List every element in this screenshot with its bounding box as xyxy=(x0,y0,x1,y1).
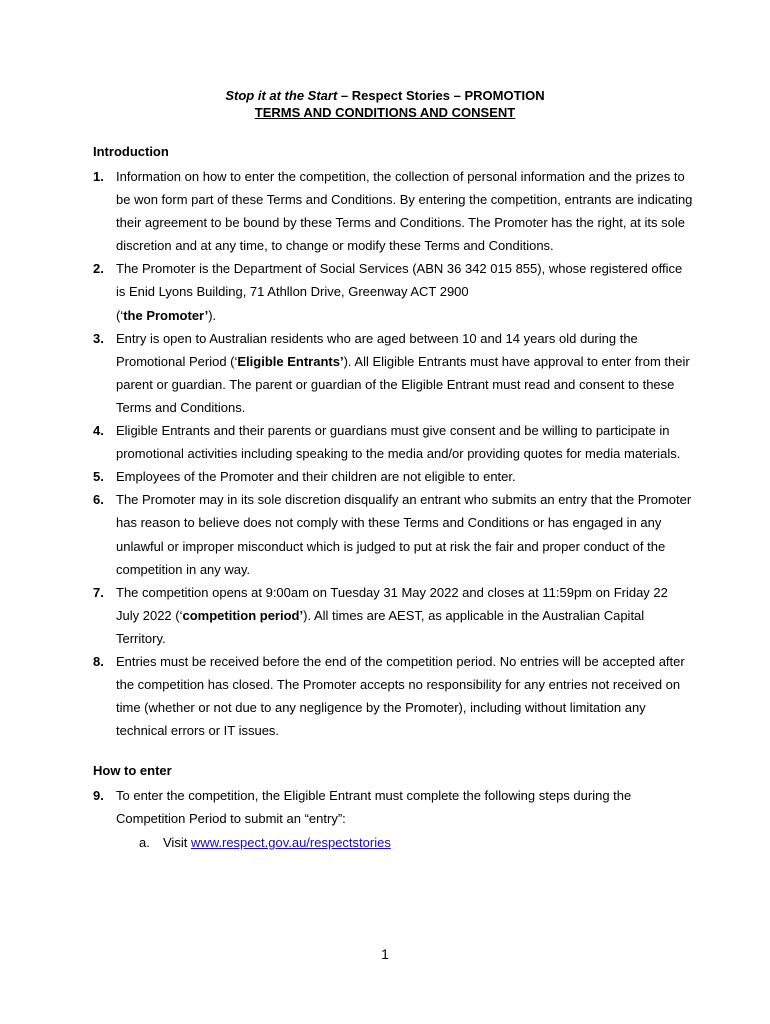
section-spacer xyxy=(93,742,693,761)
clause-number: 7. xyxy=(93,584,104,600)
document-body xyxy=(93,142,693,854)
clause-number: 3. xyxy=(93,330,104,346)
clause-number: 1. xyxy=(93,169,104,184)
title-promotion: – Respect Stories – PROMOTION xyxy=(337,88,545,103)
clause-text: Employees of the Promoter and their children are not eligible to enter. xyxy=(116,469,516,485)
clause-number: 9. xyxy=(93,788,104,804)
clause-text-end: ). All Eligible Entrants must have approval to enter from their parent or guardian. The parent or guardian of the Eligible Entrant must read and consent to these Terms and Conditions. xyxy=(116,353,690,415)
clause-number: 6. xyxy=(93,492,104,508)
clause-6 xyxy=(93,488,693,580)
clause-5 xyxy=(93,465,693,488)
title-line-2: TERMS AND CONDITIONS AND CONSENT xyxy=(254,105,516,120)
clause-text: The Promoter may in its sole discretion disqualify an entrant who submits an entry that the Promoter has reason to believe does not comply with these Terms and Conditions or has engaged in any unlawful or improper misconduct which is judged to put at risk the fair and proper conduct of the competition in any way. xyxy=(116,492,692,577)
defined-term-promoter: the Promoter’ xyxy=(123,307,209,323)
clause-9 xyxy=(93,784,693,830)
sub-clause-text: Visit xyxy=(163,834,191,850)
clause-text-end: ). xyxy=(208,307,217,323)
clause-8 xyxy=(93,650,693,742)
clause-text: To enter the competition, the Eligible Entrant must complete the following steps during the Competition Period to submit an “entry”: xyxy=(116,788,632,827)
clause-text-open: (‘ xyxy=(116,307,124,323)
clause-text: Entry is open to Australian residents who are aged between 10 and 14 years old during the Promotional Period (‘ xyxy=(116,330,638,369)
section-heading-how-to-enter: How to enter xyxy=(93,763,172,779)
sub-clause-letter: a. xyxy=(139,834,150,850)
clause-number: 4. xyxy=(93,423,104,439)
clause-number: 8. xyxy=(93,653,104,669)
clause-text: The Promoter is the Department of Social Services (ABN 36 342 015 855), whose registered office is Enid Lyons Building, 71 Athllon Drive, Greenway ACT 2900 xyxy=(116,261,683,300)
clause-7 xyxy=(93,581,693,650)
defined-term-competition-period: competition period’ xyxy=(182,607,304,623)
clause-number: 2. xyxy=(93,261,104,277)
clause-1 xyxy=(93,165,693,257)
clause-text-end: ). All times are AEST, as applicable in the Australian Capital Territory. xyxy=(116,607,645,646)
document-title xyxy=(0,87,770,121)
section-heading-introduction: Introduction xyxy=(93,144,169,159)
clause-4 xyxy=(93,419,693,465)
clause-text: Information on how to enter the competition, the collection of personal information and the prizes to be won form part of these Terms and Conditions. By entering the competition, entrants are indicating their agreement to be bound by these Terms and Conditions. The Promoter has the right, at its sole discretion and at any time, to change or modify these Terms and Conditions. xyxy=(116,169,693,254)
clause-text: Entries must be received before the end of the competition period. No entries will be accepted after the competition has closed. The Promoter accepts no responsibility for any entries not received on time (whether or not due to any negligence by the Promoter), including without limitation any technical errors or IT issues. xyxy=(116,653,685,739)
defined-term-eligible-entrants: Eligible Entrants’ xyxy=(237,353,344,369)
clause-number: 5. xyxy=(93,469,104,485)
sub-clause-a xyxy=(93,831,693,854)
title-campaign-name: Stop it at the Start xyxy=(225,88,338,103)
title-line-1 xyxy=(0,87,770,104)
respect-stories-link[interactable]: www.respect.gov.au/respectstories xyxy=(190,834,391,850)
clause-text: The competition opens at 9:00am on Tuesday 31 May 2022 and closes at 11:59pm on Friday 22 July 2022 (‘ xyxy=(116,584,668,623)
clause-2 xyxy=(93,257,693,326)
page-number: 1 xyxy=(381,946,389,962)
clause-3 xyxy=(93,327,693,419)
clause-text: Eligible Entrants and their parents or guardians must give consent and be willing to participate in promotional activities including speaking to the media and/or providing quotes for media materials. xyxy=(116,423,681,462)
